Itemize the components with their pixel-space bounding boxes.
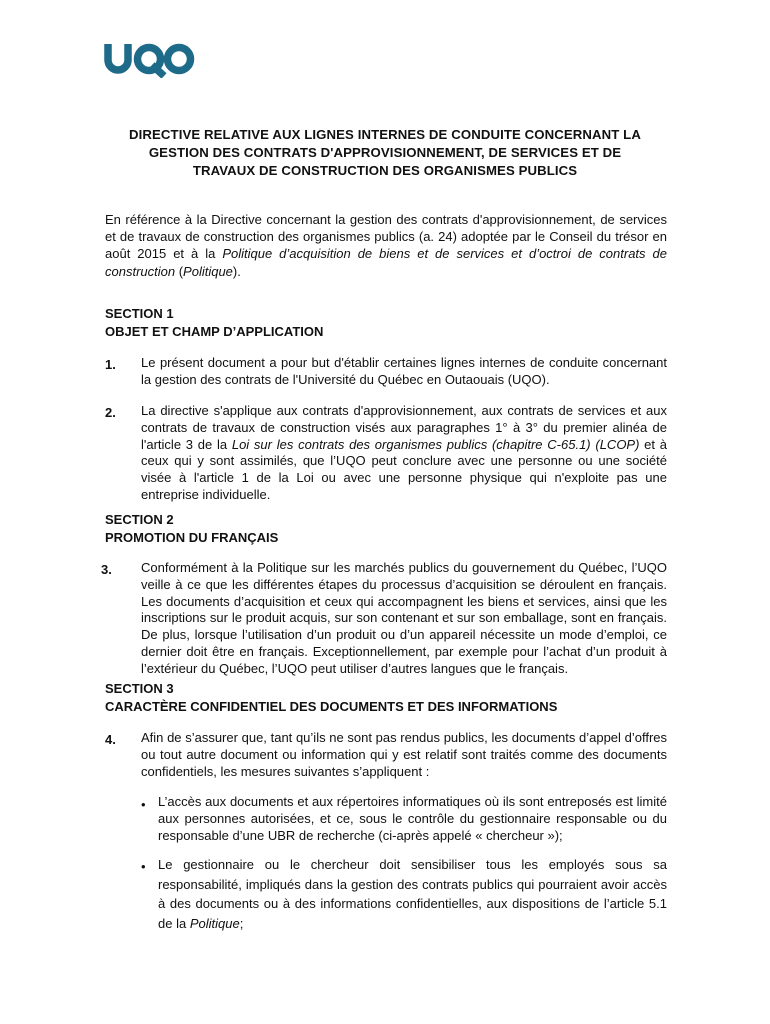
item-paragraph-4: Afin de s’assurer que, tant qu’ils ne sont pas rendus publics, les documents d’appel d’offres ou tout autre document ou information qui y est relatif sont traités comme des documents confidentiels, les mesures suivantes s’appliquent :: [141, 730, 667, 779]
bullet-paragraph-1: L’accès aux documents et aux répertoires informatiques où ils sont entreposés est limité aux personnes autorisées, et ce, sous le contrôle du gestionnaire responsable ou du responsable d’une UBR de recherche (ci-après appelé « chercheur »);: [158, 794, 667, 843]
section-1-heading: SECTION 1 OBJET ET CHAMP D’APPLICATION: [105, 306, 324, 339]
section-2-heading: SECTION 2 PROMOTION DU FRANÇAIS: [105, 512, 279, 545]
item-paragraph-1: Le présent document a pour but d'établir certaines lignes internes de conduite concernant la gestion des contrats de l'Université du Québec en Outaouais (UQO).: [141, 355, 667, 387]
document-title: DIRECTIVE RELATIVE AUX LIGNES INTERNES DE CONDUITE CONCERNANT LA GESTION DES CONTRATS D'APPROVISIONNEMENT, DE SERVICES ET DE TRAVAUX DE CONSTRUCTION DES ORGANISMES PUBLICS: [129, 127, 641, 178]
bullet-icon: •: [141, 797, 146, 812]
item-paragraph-3: Conformément à la Politique sur les marchés publics du gouvernement du Québec, l’UQO veille à ce que les différentes étapes du processus d’acquisition se déroulent en français. Les documents d’acquisition et ceux qui accompagnent les biens et services, ainsi que les inscriptions sur le produit acquis, sur son contenant et sur son emballage, sont en français. De plus, lorsque l’utilisation d’un produit ou d’un appareil nécessite un mode d’emploi, ce dernier doit être en français. Exceptionnellement, par exemple pour l’achat d’un produit à l’extérieur du Québec, l’UQO peut utiliser d’autres langues que le français.: [141, 560, 667, 676]
section-3-heading: SECTION 3 CARACTÈRE CONFIDENTIEL DES DOCUMENTS ET DES INFORMATIONS: [105, 681, 558, 714]
item-paragraph-2: La directive s'applique aux contrats d'approvisionnement, aux contrats de services et aux contrats de travaux de construction visés aux paragraphes 1° à 3° du premier alinéa de l'article 3 de la Loi sur les contrats des organismes publics (chapitre C-65.1) (LCOP) et à ceux qui y sont assimilés, que l’UQO peut conclure avec une personne ou une société visée à l'article 1 de la Loi ou avec une personne physique qui n'exploite pas une entreprise individuelle.: [141, 403, 667, 502]
item-number-2: 2.: [105, 405, 116, 420]
item-number-3: 3.: [101, 562, 112, 577]
intro-paragraph: En référence à la Directive concernant la gestion des contrats d'approvisionnement, de services et de travaux de construction des organismes publics (a. 24) adoptée par le Conseil du trésor en août 2015 et à la Politique d’acquisition de biens et de services et d’octroi de contrats de construction (Politique).: [105, 212, 667, 279]
item-number-1: 1.: [105, 357, 116, 372]
item-number-4: 4.: [105, 732, 116, 747]
bullet-paragraph-2: Le gestionnaire ou le chercheur doit sensibiliser tous les employés sous sa responsabilité, impliqués dans la gestion des contrats publics qui pourraient avoir accès à des documents ou à des informations confidentielles, aux dispositions de l’article 5.1 de la Politique;: [158, 857, 667, 931]
uqo-logo: [104, 40, 196, 78]
bullet-icon: •: [141, 859, 146, 874]
